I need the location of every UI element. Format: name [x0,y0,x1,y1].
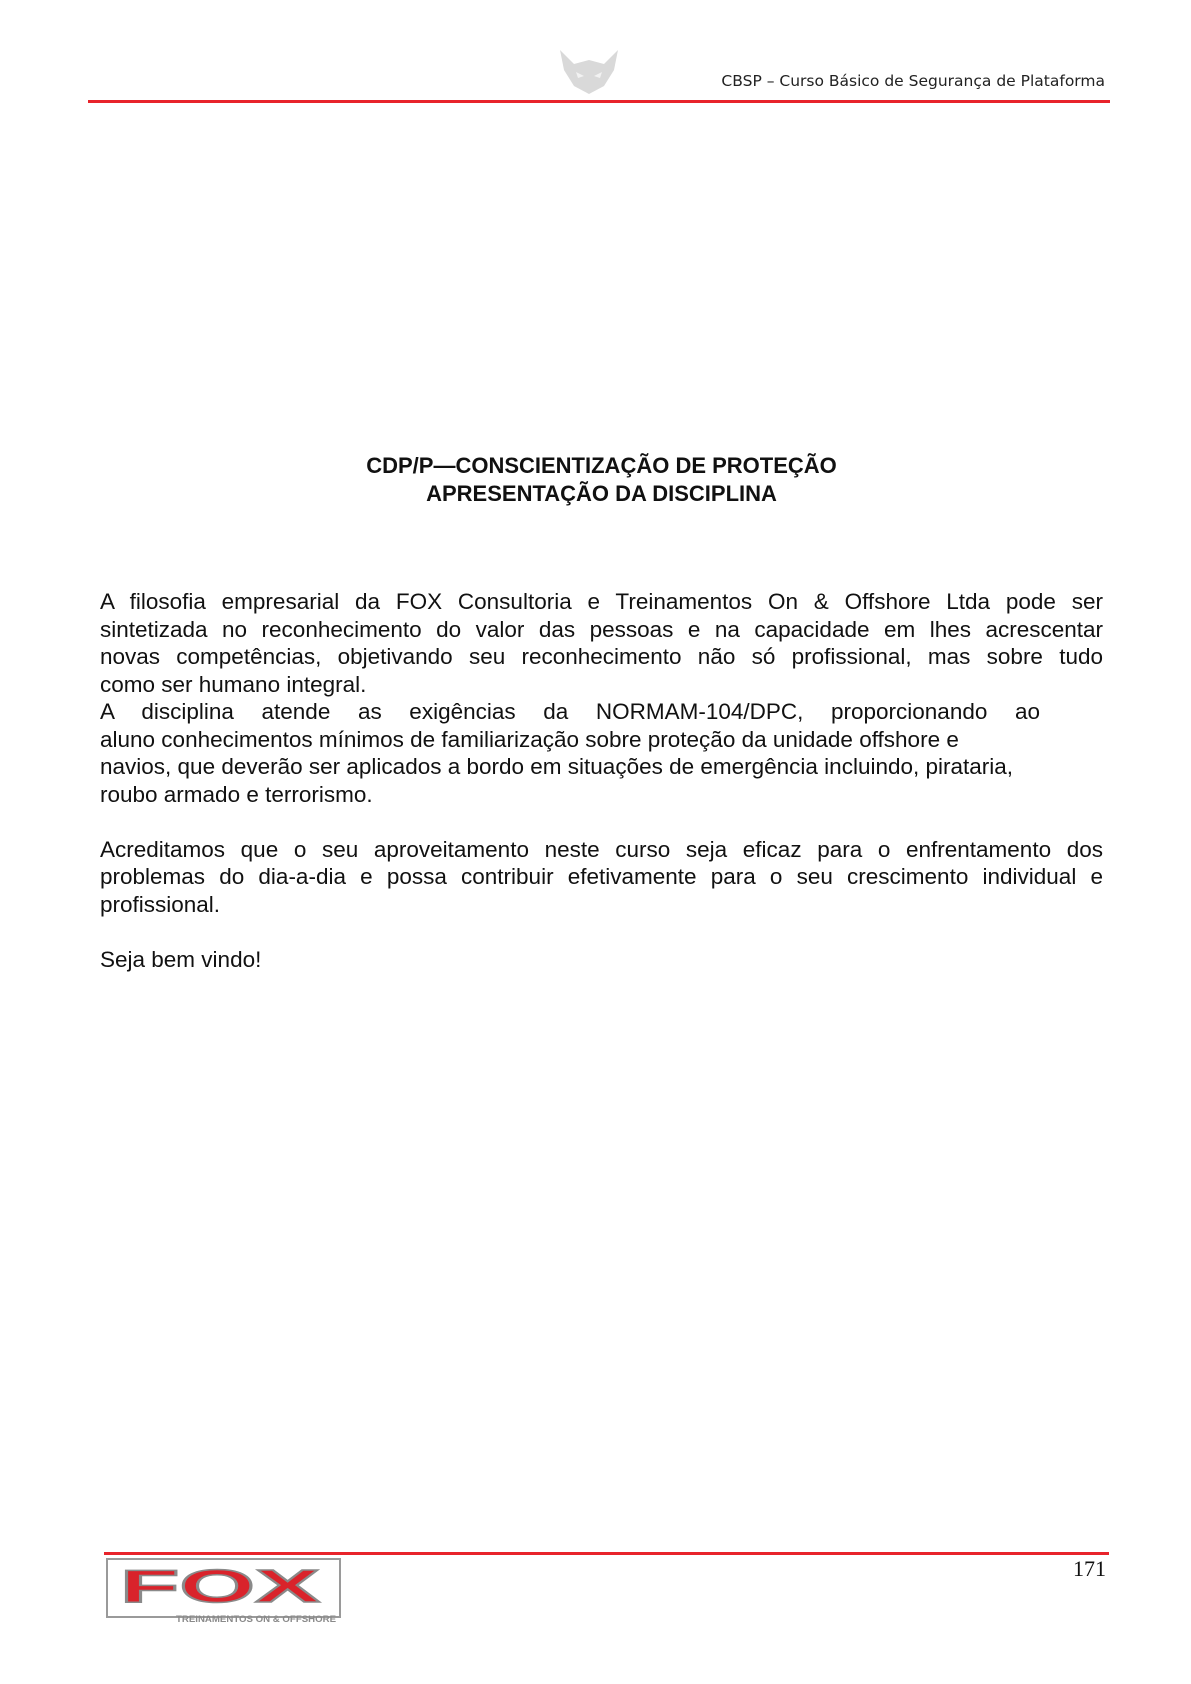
title-line-2: APRESENTAÇÃO DA DISCIPLINA [426,481,777,506]
paragraph-1 [100,588,1103,698]
document-title [100,452,1103,508]
document-body [100,588,1103,973]
paragraph-3-line-2: problemas do dia-a-dia e possa contribuir efetivamente para o seu crescimento individual e [100,864,1103,889]
header-title: CBSP – Curso Básico de Segurança de Plataforma [721,72,1105,90]
paragraph-2-line-3: navios, que deverão ser aplicados a bordo em situações de emergência incluindo, pirataria, [100,754,1014,779]
closing-line: Seja bem vindo! [100,946,262,972]
paragraph-2-line-1: A disciplina atende as exigências da NORMAM-104/DPC, proporcionando ao [100,699,1040,724]
paragraph-3 [100,836,1103,919]
header-divider [88,100,1110,103]
footer-logo-wordmark: FOX [120,1560,321,1612]
fox-brand-logo-icon [106,1558,341,1624]
footer-divider [104,1552,1109,1555]
paragraph-1-line-3: novas competências, objetivando seu reconhecimento não só profissional, mas sobre tudo [100,644,1103,669]
paragraph-3-line-3: profissional. [100,891,221,917]
paragraph-3-line-1: Acreditamos que o seu aproveitamento neste curso seja eficaz para o enfrentamento dos [100,836,1103,862]
paragraph-2 [100,698,1103,808]
footer-logo-tagline: TREINAMENTOS ON & OFFSHORE [176,1614,336,1624]
paragraph-1-line-1: A filosofia empresarial da FOX Consultoria e Treinamentos On & Offshore Ltda pode ser [100,589,1103,614]
paragraph-1-line-4: como ser humano integral. [100,671,367,697]
paragraph-2-line-4: roubo armado e terrorismo. [100,781,373,807]
title-line-1: CDP/P—CONSCIENTIZAÇÃO DE PROTEÇÃO [366,453,837,478]
page-number: 171 [1073,1556,1106,1581]
paragraph-1-line-2: sintetizada no reconhecimento do valor das pessoas e na capacidade em lhes acrescentar [100,616,1103,642]
fox-head-logo-icon [556,48,622,96]
paragraph-2-line-2: aluno conhecimentos mínimos de familiarização sobre proteção da unidade offshore e [100,726,959,752]
